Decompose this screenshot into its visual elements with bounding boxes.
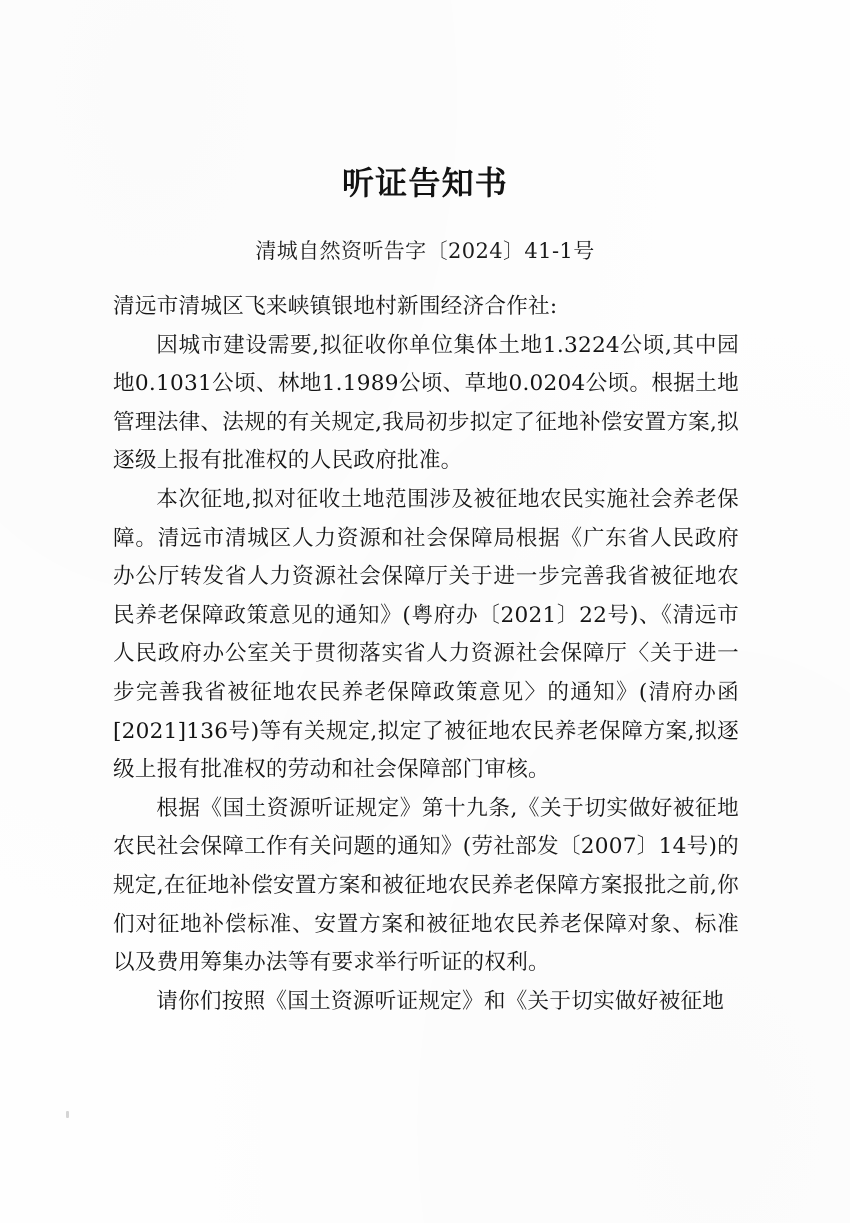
paragraph-continued-next-page: 请你们按照《国土资源听证规定》和《关于切实做好被征地: [156, 988, 725, 1014]
addressee-line: 清远市清城区飞来峡镇银地村新围经济合作社:: [113, 294, 558, 319]
paragraph-pension-security: 本次征地,拟对征收土地范围涉及被征地农民实施社会养老保障。清远市清城区人力资源和社会保障局根据《广东省人民政府办公厅转发省人力资源社会保障厅关于进一步完善我省被征地农民养老保障政策意见的通知》(粤府办〔2021〕22号)、《清远市人民政府办公室关于贯彻落实省人力资源社会保障厅〈关于进一步完善我省被征地农民养老保障政策意见〉的通知》(清府办函[2021]136号)等有关规定,拟定了被征地农民养老保障方案,拟逐级上报有批准权的劳动和社会保障部门审核。: [113, 486, 739, 783]
paragraph-hearing-rights: 根据《国土资源听证规定》第十九条,《关于切实做好被征地农民社会保障工作有关问题的通知》(劳社部发〔2007〕14号)的规定,在征地补偿安置方案和被征地农民养老保障方案报批之前,你们对征地补偿标准、安置方案和被征地农民养老保障对象、标准以及费用筹集办法等有要求举行听证的权利。: [113, 795, 739, 976]
scan-artifact-speck: [66, 1111, 69, 1118]
paragraph-land-acquisition: 因城市建设需要,拟征收你单位集体土地1.3224公顷,其中园地0.1031公顷、林地1.1989公顷、草地0.0204公顷。根据土地管理法律、法规的有关规定,我局初步拟定了征地补偿安置方案,拟逐级上报有批准权的人民政府批准。: [113, 332, 739, 474]
page-title: 听证告知书: [341, 164, 508, 202]
document-body: [113, 288, 739, 1021]
document-serial-number: 清城自然资听告字〔2024〕41-1号: [255, 239, 595, 263]
